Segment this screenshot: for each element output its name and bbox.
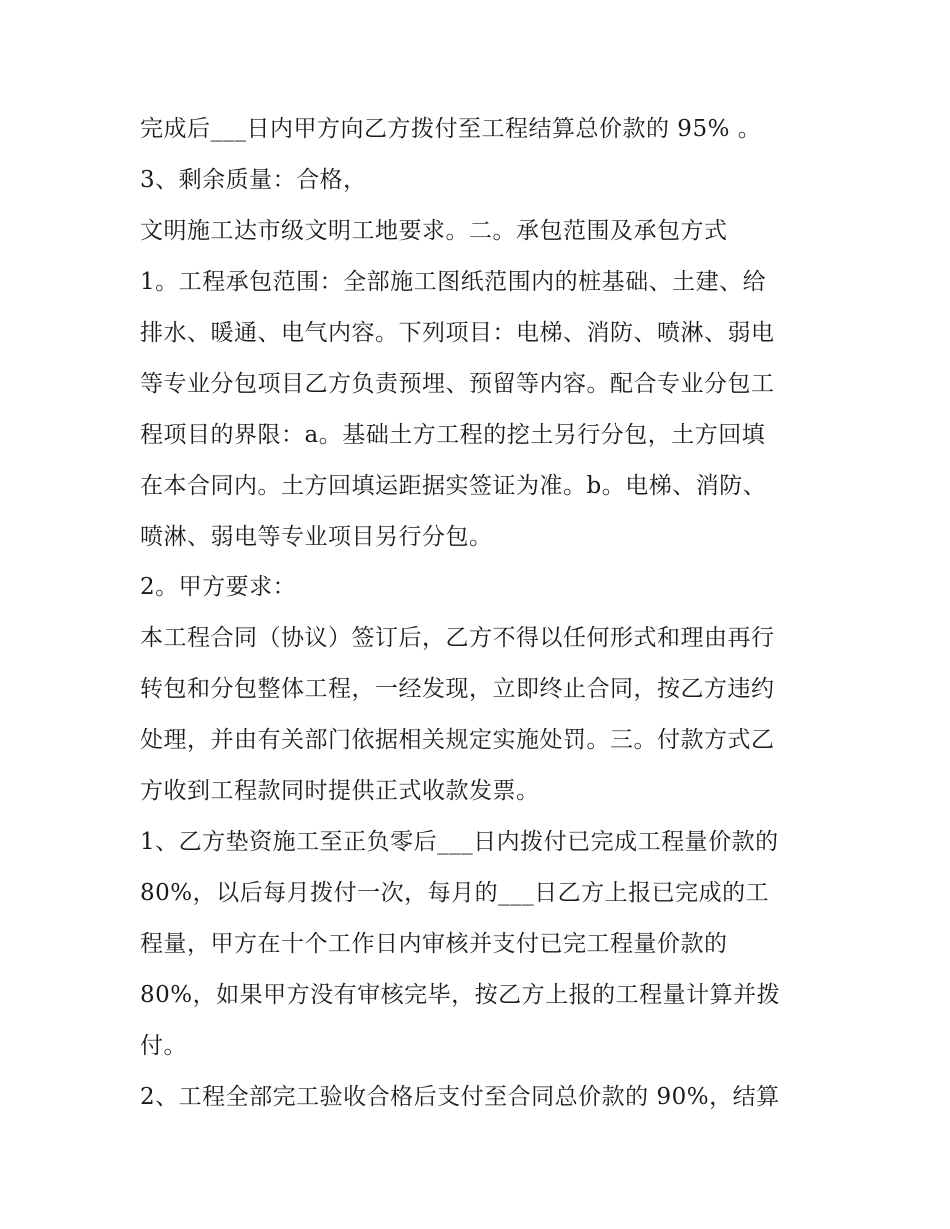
text-line: 2。甲方要求：	[140, 574, 297, 600]
text-line: 80%，如果甲方没有审核完毕，按乙方上报的工程量计算并拨	[140, 982, 781, 1008]
text-line: 转包和分包整体工程，一经发现，立即终止合同，按乙方违约	[140, 676, 775, 702]
text-line: 方收到工程款同时提供正式收款发票。	[140, 778, 540, 804]
text-line: 2、工程全部完工验收合格后支付至合同总价款的 90%，结算	[140, 1084, 780, 1110]
text-line: 喷淋、弱电等专业项目另行分包。	[140, 524, 493, 550]
text-line: 处理，并由有关部门依据相关规定实施处罚。三。付款方式乙	[140, 727, 775, 753]
text-line: 文明施工达市级文明工地要求。二。承包范围及承包方式	[140, 218, 728, 244]
text-line: 等专业分包项目乙方负责预埋、预留等内容。配合专业分包工	[140, 371, 775, 397]
text-line: 在本合同内。土方回填运距据实签证为准。b。电梯、消防、	[140, 473, 767, 499]
text-line: 付。	[140, 1033, 187, 1059]
text-line: 程量，甲方在十个工作日内审核并支付已完工程量价款的	[140, 931, 728, 957]
text-line: 本工程合同（协议）签订后，乙方不得以任何形式和理由再行	[140, 625, 775, 651]
text-line: 完成后___日内甲方向乙方拨付至工程结算总价款的 95% 。	[140, 116, 762, 142]
text-line: 排水、暖通、电气内容。下列项目：电梯、消防、喷淋、弱电	[140, 320, 775, 346]
text-line: 程项目的界限：a。基础土方工程的挖土另行分包，土方回填	[140, 422, 766, 448]
text-line: 80%，以后每月拨付一次，每月的___日乙方上报已完成的工	[140, 880, 770, 906]
text-line: 1、乙方垫资施工至正负零后___日内拨付已完成工程量价款的	[140, 829, 779, 855]
text-line: 3、剩余质量：合格，	[140, 167, 367, 193]
text-line: 1。工程承包范围：全部施工图纸范围内的桩基础、土建、给	[140, 269, 767, 295]
